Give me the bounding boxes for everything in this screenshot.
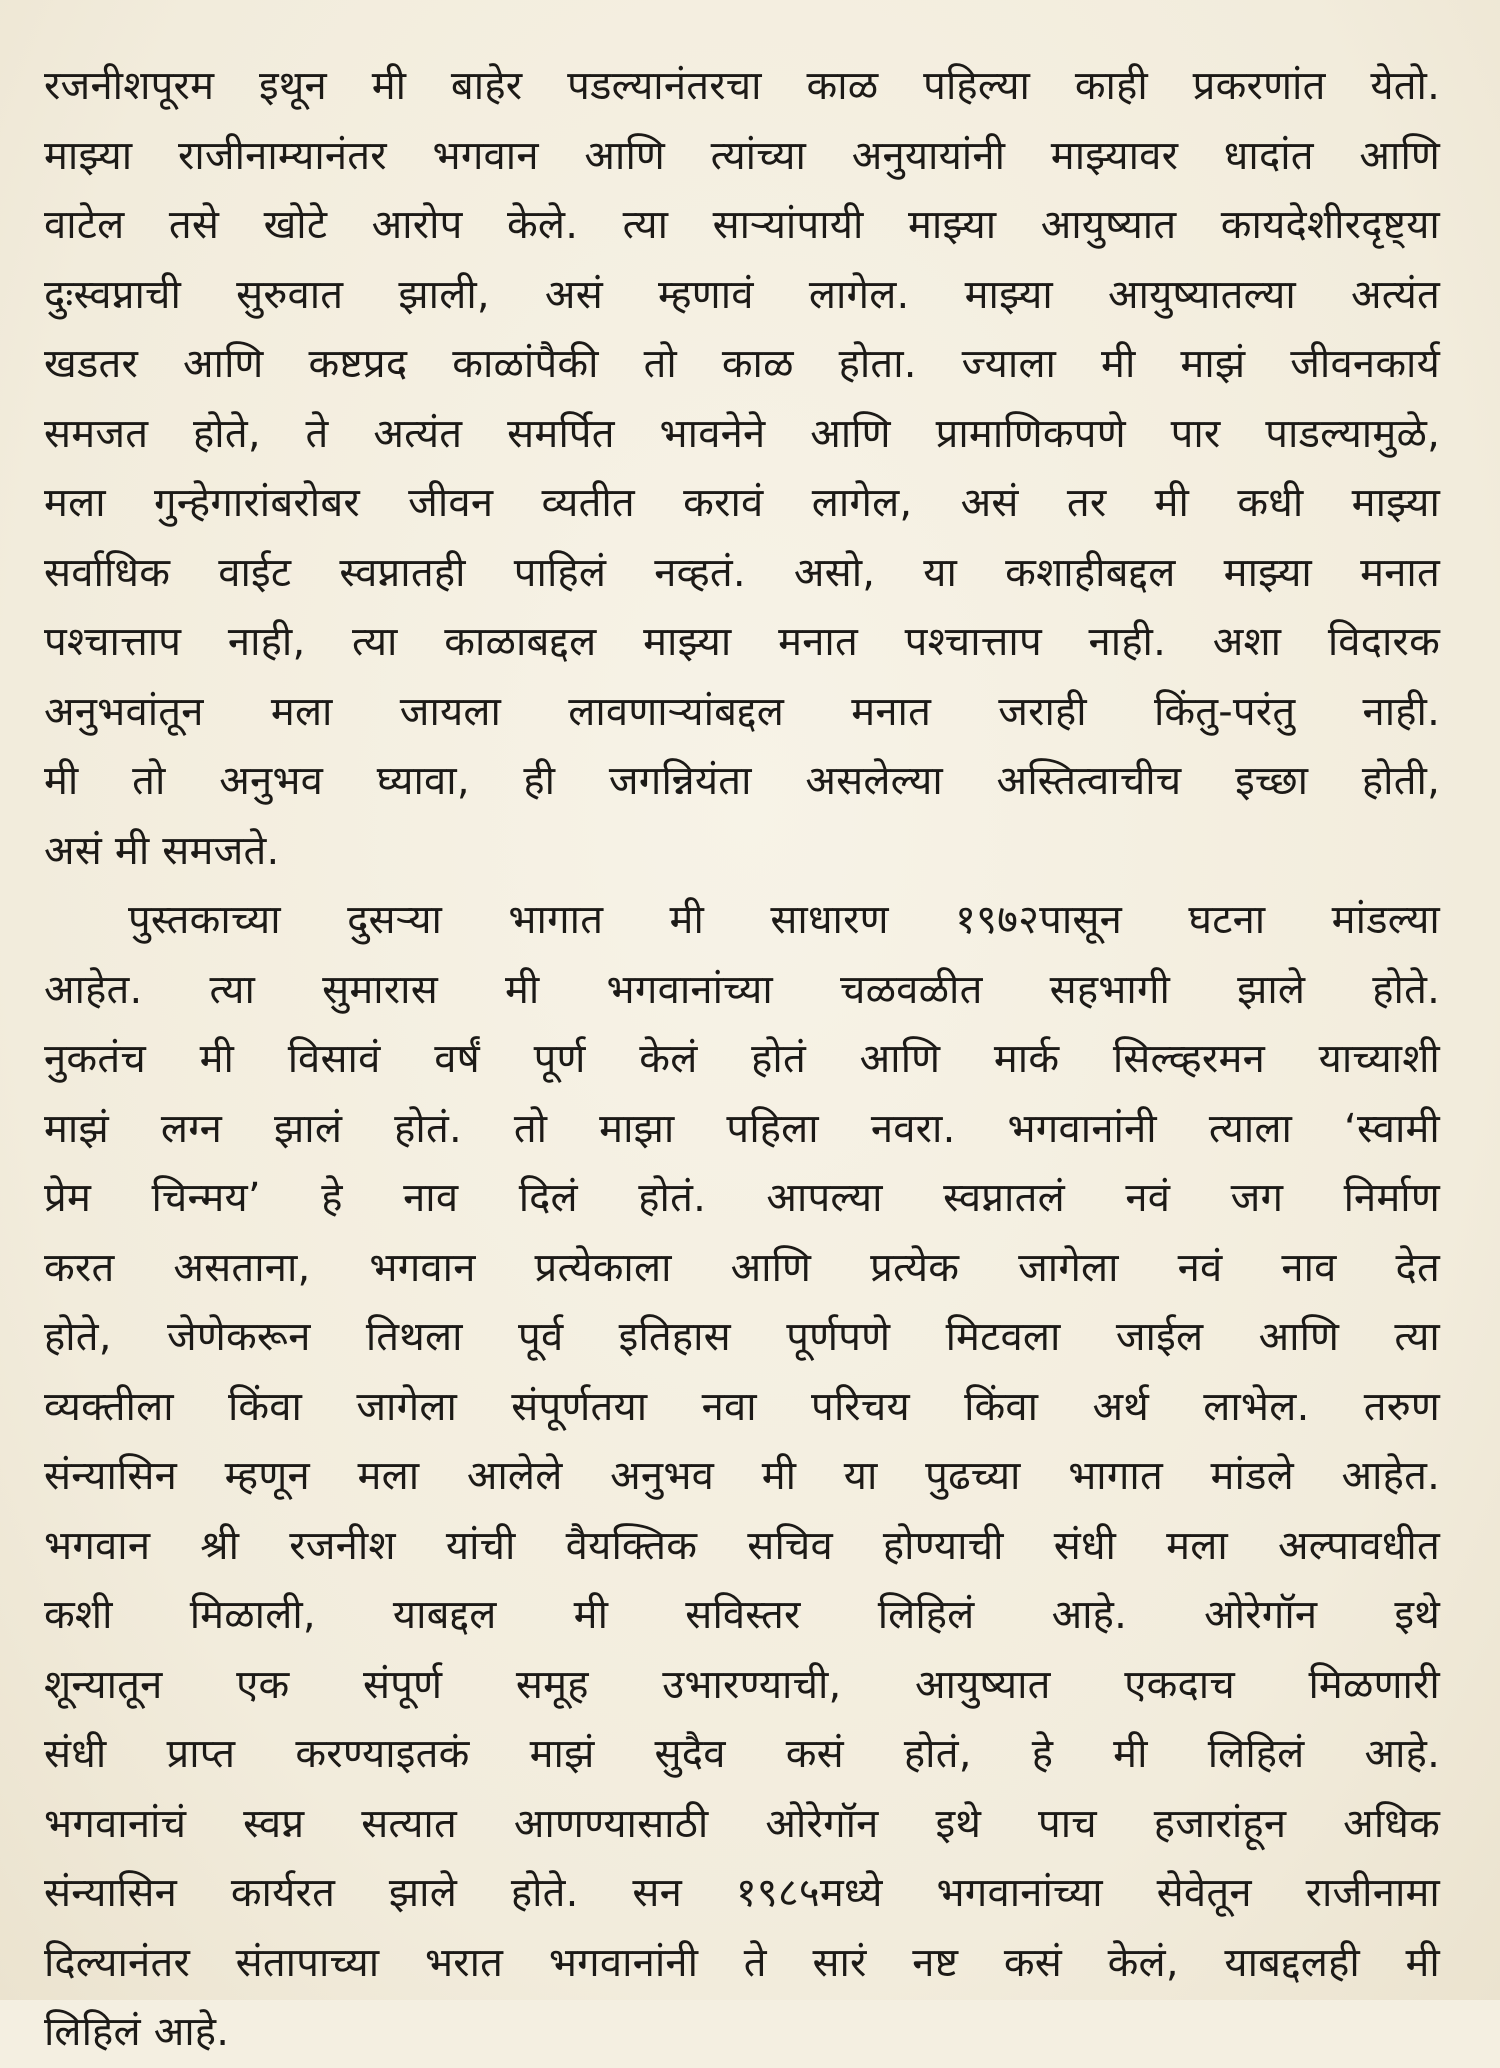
text-line: शून्यातून एक संपूर्ण समूह उभारण्याची, आयुष्यात एकदाच मिळणारी <box>44 1661 1440 1708</box>
text-line: समजत होते, ते अत्यंत समर्पित भावनेने आणि प्रामाणिकपणे पार पाडल्यामुळे, <box>44 410 1440 457</box>
text-line: दुःस्वप्नाची सुरुवात झाली, असं म्हणावं लागेल. माझ्या आयुष्यातल्या अत्यंत <box>44 271 1440 318</box>
text-line: नुकतंच मी विसावं वर्षं पूर्ण केलं होतं आणि मार्क सिल्व्हरमन याच्याशी <box>44 1036 1440 1082</box>
text-line: माझ्या राजीनाम्यानंतर भगवान आणि त्यांच्या अनुयायांनी माझ्यावर धादांत आणि <box>44 132 1440 179</box>
paragraph-1 <box>44 52 1440 886</box>
text-line: रजनीशपूरम इथून मी बाहेर पडल्यानंतरचा काळ पहिल्या काही प्रकरणांत येतो. <box>44 63 1440 109</box>
text-line: सर्वाधिक वाईट स्वप्नातही पाहिलं नव्हतं. असो, या कशाहीबद्दल माझ्या मनात <box>44 549 1440 596</box>
text-line: प्रेम चिन्मय’ हे नाव दिलं होतं. आपल्या स्वप्नातलं नवं जग निर्माण <box>44 1175 1440 1221</box>
text-line: संन्यासिन म्हणून मला आलेले अनुभव मी या पुढच्या भागात मांडले आहेत. <box>44 1453 1440 1499</box>
text-line: दिल्यानंतर संतापाच्या भरात भगवानांनी ते सारं नष्ट कसं केलं, याबद्दलही मी <box>44 1939 1440 1986</box>
text-line: अनुभवांतून मला जायला लावणाऱ्यांबद्दल मनात जराही किंतु-परंतु नाही. <box>44 688 1440 735</box>
text-line: वाटेल तसे खोटे आरोप केले. त्या साऱ्यांपायी माझ्या आयुष्यात कायदेशीरदृष्ट्या <box>44 202 1440 248</box>
text-line: खडतर आणि कष्टप्रद काळांपैकी तो काळ होता. ज्याला मी माझं जीवनकार्य <box>44 341 1440 387</box>
text-line: लिहिलं आहे. <box>44 2009 230 2055</box>
text-line: संधी प्राप्त करण्याइतकं माझं सुदैव कसं होतं, हे मी लिहिलं आहे. <box>44 1731 1440 1777</box>
text-line: आहेत. त्या सुमारास मी भगवानांच्या चळवळीत सहभागी झाले होते. <box>44 966 1440 1013</box>
text-line: पश्चात्ताप नाही, त्या काळाबद्दल माझ्या मनात पश्चात्ताप नाही. अशा विदारक <box>44 619 1440 665</box>
text-line: व्यक्तीला किंवा जागेला संपूर्णतया नवा परिचय किंवा अर्थ लाभेल. तरुण <box>44 1383 1440 1430</box>
text-line: भगवानांचं स्वप्न सत्यात आणण्यासाठी ओरेगॉन इथे पाच हजारांहून अधिक <box>44 1800 1440 1847</box>
text-line: मला गुन्हेगारांबरोबर जीवन व्यतीत करावं लागेल, असं तर मी कधी माझ्या <box>44 480 1440 526</box>
paragraph-2 <box>44 886 1440 2068</box>
text-line: होते, जेणेकरून तिथला पूर्व इतिहास पूर्णपणे मिटवला जाईल आणि त्या <box>44 1314 1440 1360</box>
text-line: पुस्तकाच्या दुसऱ्या भागात मी साधारण १९७२पासून घटना मांडल्या <box>128 897 1440 943</box>
text-line: मी तो अनुभव घ्यावा, ही जगन्नियंता असलेल्या अस्तित्वाचीच इच्छा होती, <box>44 758 1440 804</box>
text-line: असं मी समजते. <box>44 827 280 874</box>
text-line: माझं लग्न झालं होतं. तो माझा पहिला नवरा. भगवानांनी त्याला ‘स्वामी <box>44 1105 1440 1152</box>
text-line: कशी मिळाली, याबद्दल मी सविस्तर लिहिलं आहे. ओरेगॉन इथे <box>44 1592 1440 1638</box>
text-line: करत असताना, भगवान प्रत्येकाला आणि प्रत्येक जागेला नवं नाव देत <box>44 1244 1440 1291</box>
text-line: संन्यासिन कार्यरत झाले होते. सन १९८५मध्ये भगवानांच्या सेवेतून राजीनामा <box>44 1870 1440 1916</box>
text-line: भगवान श्री रजनीश यांची वैयक्तिक सचिव होण्याची संधी मला अल्पावधीत <box>44 1522 1440 1569</box>
